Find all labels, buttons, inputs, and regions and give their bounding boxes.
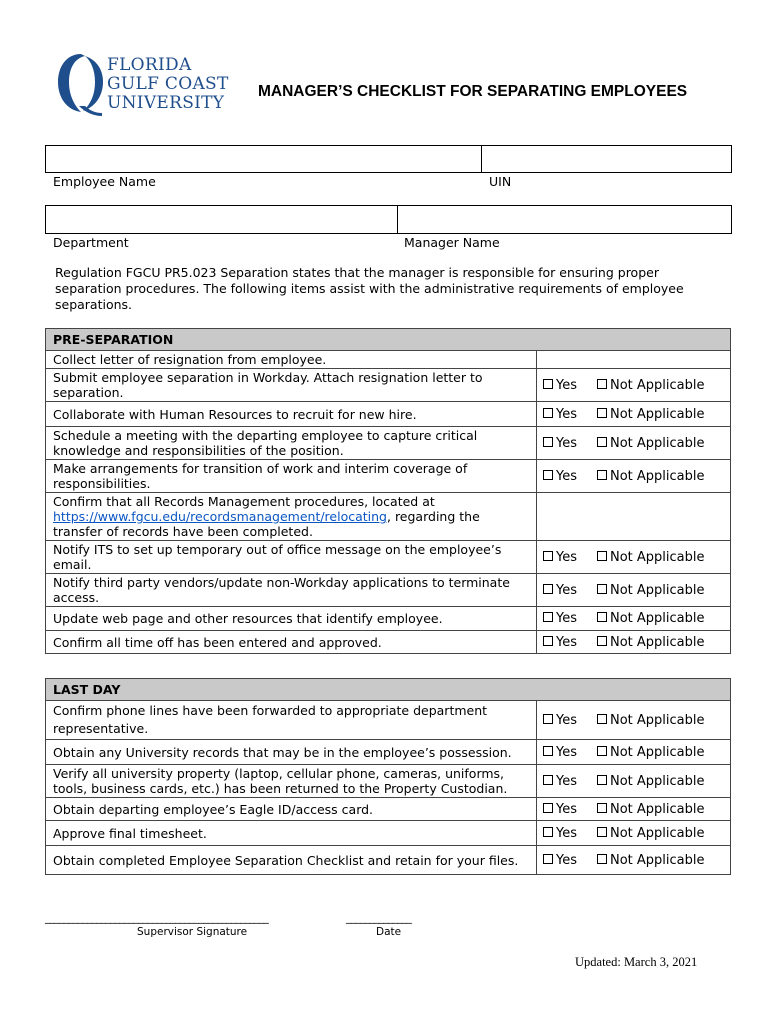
na-checkbox[interactable] [597,437,607,447]
options-cell [537,701,731,740]
na-label: Not Applicable [610,611,705,626]
checklist-item: Collect letter of resignation from employee. [46,351,537,369]
na-checkbox[interactable] [597,714,607,724]
yes-label: Yes [556,773,577,789]
yes-checkbox[interactable] [543,714,553,724]
options-cell [537,821,731,846]
na-checkbox[interactable] [597,551,607,561]
university-logo [55,50,235,118]
yes-label: Yes [556,634,577,650]
na-label: Not Applicable [610,744,705,760]
options-cell [537,798,731,821]
na-checkbox[interactable] [597,746,607,756]
table-row [46,607,731,631]
yes-label: Yes [556,435,577,451]
records-suffix: , regarding the transfer of records have been completed. [53,509,480,539]
table-row [46,402,731,427]
options-cell [537,607,731,631]
options-cell [537,574,731,607]
yes-checkbox[interactable] [543,584,553,594]
table-row [46,460,731,493]
department-field[interactable] [45,205,399,234]
yes-label: Yes [556,549,577,565]
na-checkbox[interactable] [597,612,607,622]
uin-label: UIN [489,174,512,189]
yes-label: Yes [556,712,577,728]
na-label: Not Applicable [610,549,705,565]
manager-name-field[interactable] [397,205,732,234]
empty-options-cell [537,351,731,369]
employee-name-field[interactable] [45,145,484,173]
table-row [46,798,731,821]
yes-label: Yes [556,852,577,868]
na-label: Not Applicable [610,801,705,817]
supervisor-signature-label: Supervisor Signature [137,926,248,938]
table-row [46,493,731,541]
checklist-item: Confirm phone lines have been forwarded to appropriate department representative. [46,701,537,740]
yes-checkbox[interactable] [543,746,553,756]
yes-label: Yes [556,582,577,598]
logo-mark-icon [55,50,107,118]
checklist-item: Obtain completed Employee Separation Checklist and retain for your files. [46,846,537,875]
checklist-item: Update web page and other resources that identify employee. [46,607,537,631]
na-checkbox[interactable] [597,408,607,418]
logo-line-2: GULF COAST [107,74,229,94]
yes-checkbox[interactable] [543,470,553,480]
na-checkbox[interactable] [597,827,607,837]
yes-label: Yes [556,801,577,817]
empty-options-cell [537,493,731,541]
yes-checkbox[interactable] [543,551,553,561]
page-title: MANAGER’S CHECKLIST FOR SEPARATING EMPLOYEES [258,83,688,100]
na-label: Not Applicable [610,468,705,484]
table-row [46,574,731,607]
checklist-item: Obtain any University records that may be in the employee’s possession. [46,740,537,765]
yes-checkbox[interactable] [543,379,553,389]
na-checkbox[interactable] [597,803,607,813]
options-cell [537,631,731,654]
na-label: Not Applicable [610,406,705,422]
options-cell [537,740,731,765]
na-label: Not Applicable [610,773,705,789]
employee-name-label: Employee Name [53,174,156,189]
na-checkbox[interactable] [597,470,607,480]
na-checkbox[interactable] [597,379,607,389]
logo-line-1: FLORIDA [107,55,192,75]
table-row [46,541,731,574]
na-checkbox[interactable] [597,854,607,864]
yes-checkbox[interactable] [543,775,553,785]
logo-line-3: UNIVERSITY [107,93,225,113]
manager-name-label: Manager Name [404,235,500,250]
table-row [46,351,731,369]
table-row [46,765,731,798]
date-label: Date [376,926,402,938]
updated-date: Updated: March 3, 2021 [575,955,698,969]
table-row [46,740,731,765]
last-day-table [45,678,731,875]
options-cell [537,541,731,574]
table-row [46,631,731,654]
yes-label: Yes [556,825,577,841]
table-row [46,369,731,402]
options-cell [537,427,731,460]
yes-checkbox[interactable] [543,803,553,813]
options-cell [537,846,731,875]
checklist-item: Confirm all time off has been entered and approved. [46,631,537,654]
checklist-item-records [46,493,537,541]
na-label: Not Applicable [610,712,705,728]
na-label: Not Applicable [610,634,705,650]
supervisor-signature-line[interactable]: ________________________________________________ [45,912,269,924]
table-row [46,821,731,846]
date-line[interactable]: ______________ [346,912,412,924]
table-row [46,701,731,740]
records-management-link[interactable]: https://www.fgcu.edu/recordsmanagement/relocating [53,509,387,524]
yes-checkbox[interactable] [543,612,553,622]
na-label: Not Applicable [610,377,705,393]
pre-separation-table [45,328,731,654]
checklist-item: Verify all university property (laptop, cellular phone, cameras, uniforms, tools, business cards, etc.) has been returned to the Property Custodian. [46,765,537,798]
department-label: Department [53,235,129,250]
table-row [46,846,731,875]
checklist-item: Make arrangements for transition of work and interim coverage of responsibilities. [46,460,537,493]
options-cell [537,402,731,427]
na-label: Not Applicable [610,435,705,451]
na-checkbox[interactable] [597,584,607,594]
yes-checkbox[interactable] [543,408,553,418]
yes-checkbox[interactable] [543,437,553,447]
intro-paragraph: Regulation FGCU PR5.023 Separation states that the manager is responsible for ensuring proper separation procedures. The following items assist with the administrative requirements of employee separations. [55,265,684,312]
yes-label: Yes [556,377,577,393]
options-cell [537,460,731,493]
checklist-item: Approve final timesheet. [46,821,537,846]
checklist-item: Obtain departing employee’s Eagle ID/access card. [46,798,537,821]
yes-checkbox[interactable] [543,854,553,864]
checklist-item: Notify third party vendors/update non-Workday applications to terminate access. [46,574,537,607]
checklist-item: Submit employee separation in Workday. Attach resignation letter to separation. [46,369,537,402]
options-cell [537,765,731,798]
yes-checkbox[interactable] [543,827,553,837]
pre-separation-header: PRE-SEPARATION [46,329,731,351]
na-label: Not Applicable [610,582,705,598]
yes-checkbox[interactable] [543,636,553,646]
na-checkbox[interactable] [597,775,607,785]
records-text: Confirm that all Records Management procedures, located at [53,494,435,509]
na-label: Not Applicable [610,852,705,868]
table-row [46,427,731,460]
checklist-item: Schedule a meeting with the departing employee to capture critical knowledge and responsibilities of the position. [46,427,537,460]
options-cell [537,369,731,402]
last-day-header: LAST DAY [46,679,731,701]
checklist-item: Collaborate with Human Resources to recruit for new hire. [46,402,537,427]
yes-label: Yes [556,406,577,422]
yes-label: Yes [556,744,577,760]
na-label: Not Applicable [610,825,705,841]
checklist-item: Notify ITS to set up temporary out of office message on the employee’s email. [46,541,537,574]
yes-label: Yes [556,468,577,484]
na-checkbox[interactable] [597,636,607,646]
uin-field[interactable] [481,145,732,173]
yes-label: Yes [556,611,577,626]
